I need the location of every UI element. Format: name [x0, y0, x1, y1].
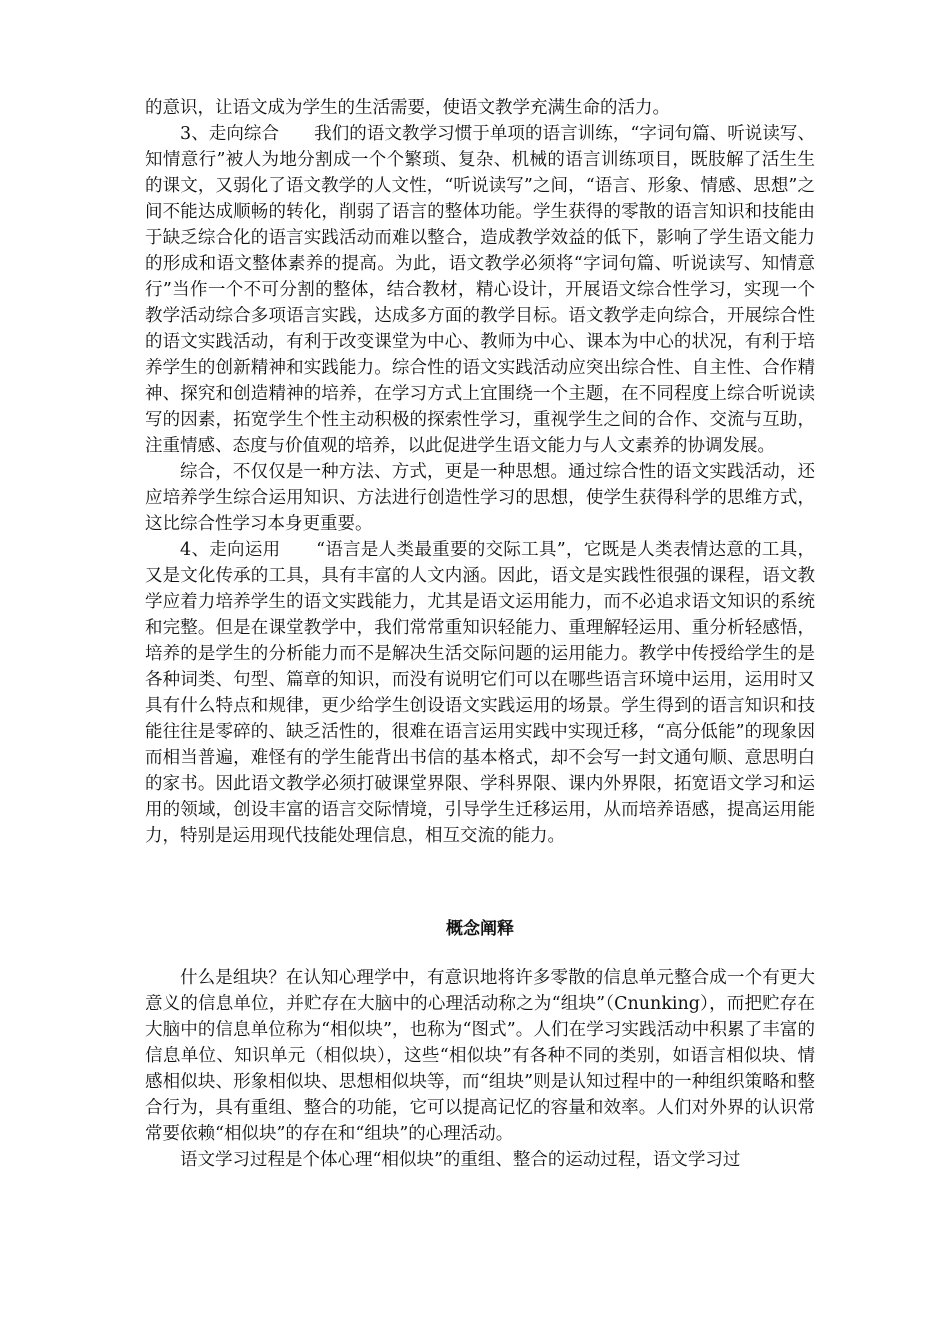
- body-text-lower: [145, 965, 815, 1173]
- paragraph-toward-application: 4、走向运用 “语言是人类最重要的交际工具”，它既是人类表情达意的工具，又是文化传承的工具，具有丰富的人文内涵。因此，语文是实践性很强的课程，语文教学应着力培养学生的语文实践能力，尤其是语文运用能力，而不必追求语文知识的系统和完整。但是在课堂教学中，我们常常重知识轻能力、重理解轻运用、重分析轻感悟，培养的是学生的分析能力而不是解决生活交际问题的运用能力。教学中传授给学生的是各种词类、句型、篇章的知识，而没有说明它们可以在哪些语言环境中运用，运用时又具有什么特点和规律，更少给学生创设语文实践运用的场景。学生得到的语言知识和技能往往是零碎的、缺乏活性的，很难在语言运用实践中实现迁移，“高分低能”的现象因而相当普遍，难怪有的学生能背出书信的基本格式，却不会写一封文通句顺、意思明白的家书。因此语文教学必须打破课堂界限、学科界限、课内外界限，拓宽语文学习和运用的领域，创设丰富的语言交际情境，引导学生迁移运用，从而培养语感，提高运用能力，特别是运用现代技能处理信息，相互交流的能力。: [145, 540, 815, 846]
- paragraph-continuation: 的意识，让语文成为学生的生活需要，使语文教学充满生命的活力。: [145, 98, 670, 118]
- body-text-upper: [145, 95, 815, 849]
- paragraph-integration-thought: 综合，不仅仅是一种方法、方式，更是一种思想。通过综合性的语文实践活动，还应培养学生综合运用知识、方法进行创造性学习的思想，使学生获得科学的思维方式，这比综合性学习本身更重要。: [145, 462, 815, 534]
- paragraph-toward-integration: 3、走向综合 我们的语文教学习惯于单项的语言训练，“字词句篇、听说读写、知情意行”被人为地分割成一个个繁琐、复杂、机械的语言训练项目，既肢解了活生生的课文，又弱化了语文教学的人文性，“听说读写”之间，“语言、形象、情感、思想”之间不能达成顺畅的转化，削弱了语言的整体功能。学生获得的零散的语言知识和技能由于缺乏综合化的语言实践活动而难以整合，造成教学效益的低下，影响了学生语文能力的形成和语文整体素养的提高。为此，语文教学必须将“字词句篇、听说读写、知情意行”当作一个不可分割的整体，结合教材，精心设计，开展语文综合性学习，实现一个教学活动综合多项语言实践，达成多方面的教学目标。语文教学走向综合，开展综合性的语文实践活动，有利于改变课堂为中心、教师为中心、课本为中心的状况，有利于培养学生的创新精神和实践能力。综合性的语文实践活动应突出综合性、自主性、合作精神、探究和创造精神的培养，在学习方式上宜围绕一个主题，在不同程度上综合听说读写的因素，拓宽学生个性主动积极的探索性学习，重视学生之间的合作、交流与互助，注重情感、态度与价值观的培养，以此促进学生语文能力与人文素养的协调发展。: [145, 124, 815, 456]
- paragraph-chunking-definition: 什么是组块？在认知心理学中，有意识地将许多零散的信息单元整合成一个有更大意义的信息单位，并贮存在大脑中的心理活动称之为“组块”（Cnunking），而把贮存在大脑中的信息单位称为“相似块”，也称为“图式”。人们在学习实践活动中积累了丰富的信息单位、知识单元（相似块），这些“相似块”有各种不同的类别，如语言相似块、情感相似块、形象相似块、思想相似块等，而“组块”则是认知过程中的一种组织策略和整合行为，具有重组、整合的功能，它可以提高记忆的容量和效率。人们对外界的认识常常要依赖“相似块”的存在和“组块”的心理活动。: [145, 968, 815, 1144]
- section-heading: 概念阐释: [446, 919, 514, 939]
- paragraph-learning-process: 语文学习过程是个体心理“相似块”的重组、整合的运动过程，语文学习过: [180, 1150, 741, 1170]
